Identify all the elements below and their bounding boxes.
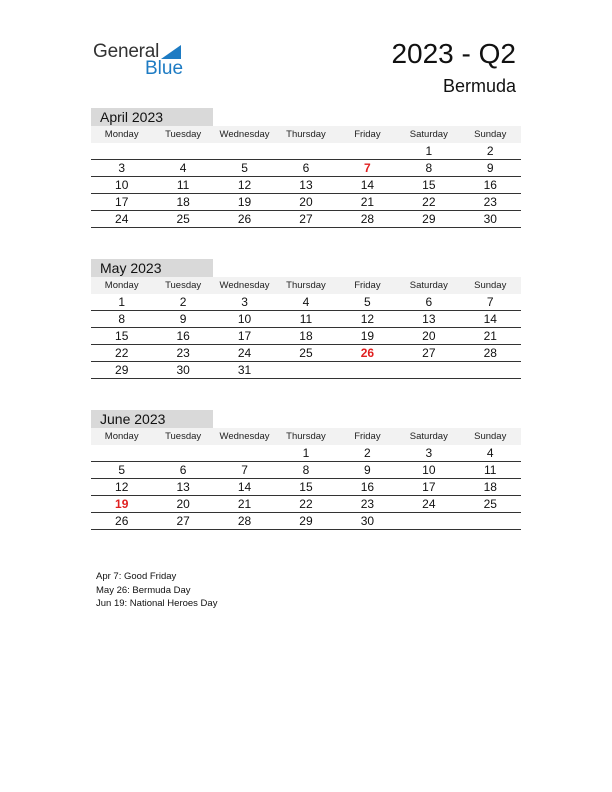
- weekday-header: Sunday: [474, 280, 507, 291]
- day-cell: 14: [483, 312, 497, 326]
- weekday-header: Thursday: [286, 280, 326, 291]
- day-cell: 18: [176, 195, 190, 209]
- day-cell: 13: [422, 312, 436, 326]
- day-cell: 4: [179, 161, 187, 175]
- day-cell: 8: [425, 161, 433, 175]
- day-cell: 24: [237, 346, 252, 360]
- weekday-header: Monday: [104, 431, 139, 442]
- day-cell: 29: [115, 363, 129, 377]
- day-cell: 15: [115, 329, 129, 343]
- day-cell: [460, 362, 521, 378]
- day-cell: 7: [486, 295, 494, 309]
- month-label: June 2023: [91, 410, 213, 428]
- weekday-header: Saturday: [409, 280, 448, 291]
- logo: [93, 41, 193, 81]
- weekday-header: Sunday: [474, 129, 507, 140]
- day-cell: 27: [422, 346, 436, 360]
- day-cell: 16: [483, 178, 497, 192]
- day-cell: [337, 362, 398, 378]
- weekday-header: Tuesday: [165, 129, 202, 140]
- week-row: [91, 194, 521, 211]
- day-cell: 15: [422, 178, 436, 192]
- day-cell: 14: [237, 480, 252, 494]
- day-cell: 20: [299, 195, 313, 209]
- month-block: [91, 108, 521, 228]
- day-cell: 19: [237, 195, 252, 209]
- day-cell: 2: [179, 295, 187, 309]
- day-cell: 5: [241, 161, 248, 175]
- weekday-header: Tuesday: [165, 280, 202, 291]
- weekday-header: Monday: [104, 129, 139, 140]
- logo-triangle-icon: [161, 45, 181, 59]
- day-cell: [91, 143, 152, 159]
- day-cell: 3: [118, 161, 126, 175]
- weekday-header-row: [91, 126, 521, 143]
- day-cell: [214, 445, 275, 461]
- day-cell: 11: [484, 463, 497, 477]
- day-cell: [398, 362, 459, 378]
- day-cell: 25: [176, 212, 190, 226]
- day-cell: 25: [483, 497, 497, 511]
- day-cell: 30: [176, 363, 190, 377]
- weekday-header: Tuesday: [165, 431, 202, 442]
- day-cell: 12: [115, 480, 129, 494]
- day-cell: 1: [302, 446, 310, 460]
- day-cell: 2: [486, 144, 494, 158]
- day-cell: 1: [425, 144, 433, 158]
- day-cell: 25: [299, 346, 313, 360]
- week-row: [91, 211, 521, 228]
- day-cell: 24: [422, 497, 436, 511]
- day-cell: 15: [299, 480, 313, 494]
- holiday-day-cell: 7: [364, 161, 371, 175]
- day-cell: 30: [483, 212, 497, 226]
- weekday-header: Sunday: [474, 431, 507, 442]
- day-cell: 22: [299, 497, 313, 511]
- day-cell: 22: [115, 346, 129, 360]
- week-row: [91, 143, 521, 160]
- day-cell: 16: [176, 329, 190, 343]
- day-cell: 18: [483, 480, 497, 494]
- day-cell: 28: [237, 514, 252, 528]
- week-row: [91, 177, 521, 194]
- day-cell: 13: [299, 178, 313, 192]
- week-row: [91, 311, 521, 328]
- logo-blue-text: Blue: [145, 58, 184, 79]
- day-cell: 4: [486, 446, 494, 460]
- week-row: [91, 462, 521, 479]
- day-cell: 10: [422, 463, 436, 477]
- day-cell: 6: [302, 161, 310, 175]
- day-cell: 5: [364, 295, 371, 309]
- day-cell: 7: [241, 463, 248, 477]
- day-cell: 28: [360, 212, 375, 226]
- day-cell: 21: [483, 329, 497, 343]
- holiday-note: Jun 19: National Heroes Day: [96, 598, 218, 609]
- day-cell: 3: [241, 295, 248, 309]
- day-cell: 8: [302, 463, 310, 477]
- day-cell: 18: [299, 329, 313, 343]
- week-row: [91, 294, 521, 311]
- day-cell: 27: [176, 514, 190, 528]
- day-cell: [214, 143, 275, 159]
- day-cell: 26: [115, 514, 129, 528]
- day-cell: 26: [237, 212, 252, 226]
- day-cell: 20: [422, 329, 436, 343]
- weekday-header: Friday: [354, 431, 381, 442]
- weekday-header: Wednesday: [219, 431, 270, 442]
- week-row: [91, 345, 521, 362]
- day-cell: 1: [118, 295, 126, 309]
- day-cell: 6: [425, 295, 433, 309]
- day-cell: [275, 362, 336, 378]
- page-title: 2023 - Q2: [391, 38, 516, 69]
- weekday-header: Friday: [354, 280, 381, 291]
- weekday-header: Monday: [104, 280, 139, 291]
- day-cell: 17: [115, 195, 129, 209]
- day-cell: [152, 445, 213, 461]
- day-cell: [460, 513, 521, 529]
- holiday-day-cell: 26: [360, 346, 375, 360]
- month-label: May 2023: [91, 259, 213, 277]
- week-row: [91, 513, 521, 530]
- day-cell: 5: [118, 463, 126, 477]
- day-cell: 11: [176, 178, 190, 192]
- day-cell: 20: [176, 497, 190, 511]
- day-cell: 17: [422, 480, 436, 494]
- month-block: [91, 259, 521, 379]
- day-cell: [152, 143, 213, 159]
- day-cell: 31: [237, 363, 252, 377]
- week-row: [91, 445, 521, 462]
- day-cell: 17: [237, 329, 252, 343]
- week-row: [91, 328, 521, 345]
- day-cell: 8: [118, 312, 126, 326]
- day-cell: 9: [364, 463, 371, 477]
- day-cell: 29: [422, 212, 436, 226]
- country-name: Bermuda: [442, 76, 516, 96]
- day-cell: 23: [360, 497, 375, 511]
- day-cell: 30: [360, 514, 375, 528]
- day-cell: 3: [425, 446, 433, 460]
- day-cell: 16: [360, 480, 375, 494]
- holiday-note: Apr 7: Good Friday: [96, 571, 177, 582]
- weekday-header: Wednesday: [219, 280, 270, 291]
- holiday-day-cell: 19: [115, 497, 129, 511]
- day-cell: 2: [364, 446, 371, 460]
- weekday-header: Saturday: [409, 129, 448, 140]
- holiday-note: May 26: Bermuda Day: [96, 584, 191, 596]
- day-cell: 12: [360, 312, 375, 326]
- day-cell: 14: [360, 178, 375, 192]
- day-cell: 23: [483, 195, 497, 209]
- weekday-header: Saturday: [409, 431, 448, 442]
- day-cell: 23: [176, 346, 190, 360]
- month-label: April 2023: [91, 108, 213, 126]
- day-cell: 21: [237, 497, 252, 511]
- day-cell: 24: [115, 212, 129, 226]
- day-cell: 29: [299, 514, 313, 528]
- day-cell: 19: [360, 329, 375, 343]
- logo-general-text: General: [93, 41, 160, 62]
- weekday-header: Friday: [354, 129, 381, 140]
- month-block: [91, 410, 521, 530]
- day-cell: 9: [179, 312, 187, 326]
- day-cell: [337, 143, 398, 159]
- day-cell: 13: [176, 480, 190, 494]
- day-cell: 27: [299, 212, 313, 226]
- weekday-header-row: [91, 277, 521, 294]
- day-cell: 4: [302, 295, 310, 309]
- day-cell: 21: [360, 195, 375, 209]
- day-cell: 11: [299, 312, 313, 326]
- day-cell: 10: [115, 178, 129, 192]
- day-cell: 22: [422, 195, 436, 209]
- day-cell: 6: [179, 463, 187, 477]
- weekday-header: Wednesday: [219, 129, 270, 140]
- day-cell: [398, 513, 459, 529]
- day-cell: 28: [483, 346, 497, 360]
- day-cell: 12: [237, 178, 252, 192]
- day-cell: [275, 143, 336, 159]
- day-cell: [91, 445, 152, 461]
- week-row: [91, 362, 521, 379]
- weekday-header: Thursday: [286, 129, 326, 140]
- week-row: [91, 496, 521, 513]
- week-row: [91, 160, 521, 177]
- weekday-header-row: [91, 428, 521, 445]
- weekday-header: Thursday: [286, 431, 326, 442]
- day-cell: 10: [237, 312, 252, 326]
- week-row: [91, 479, 521, 496]
- holiday-notes: [96, 570, 217, 611]
- day-cell: 9: [486, 161, 494, 175]
